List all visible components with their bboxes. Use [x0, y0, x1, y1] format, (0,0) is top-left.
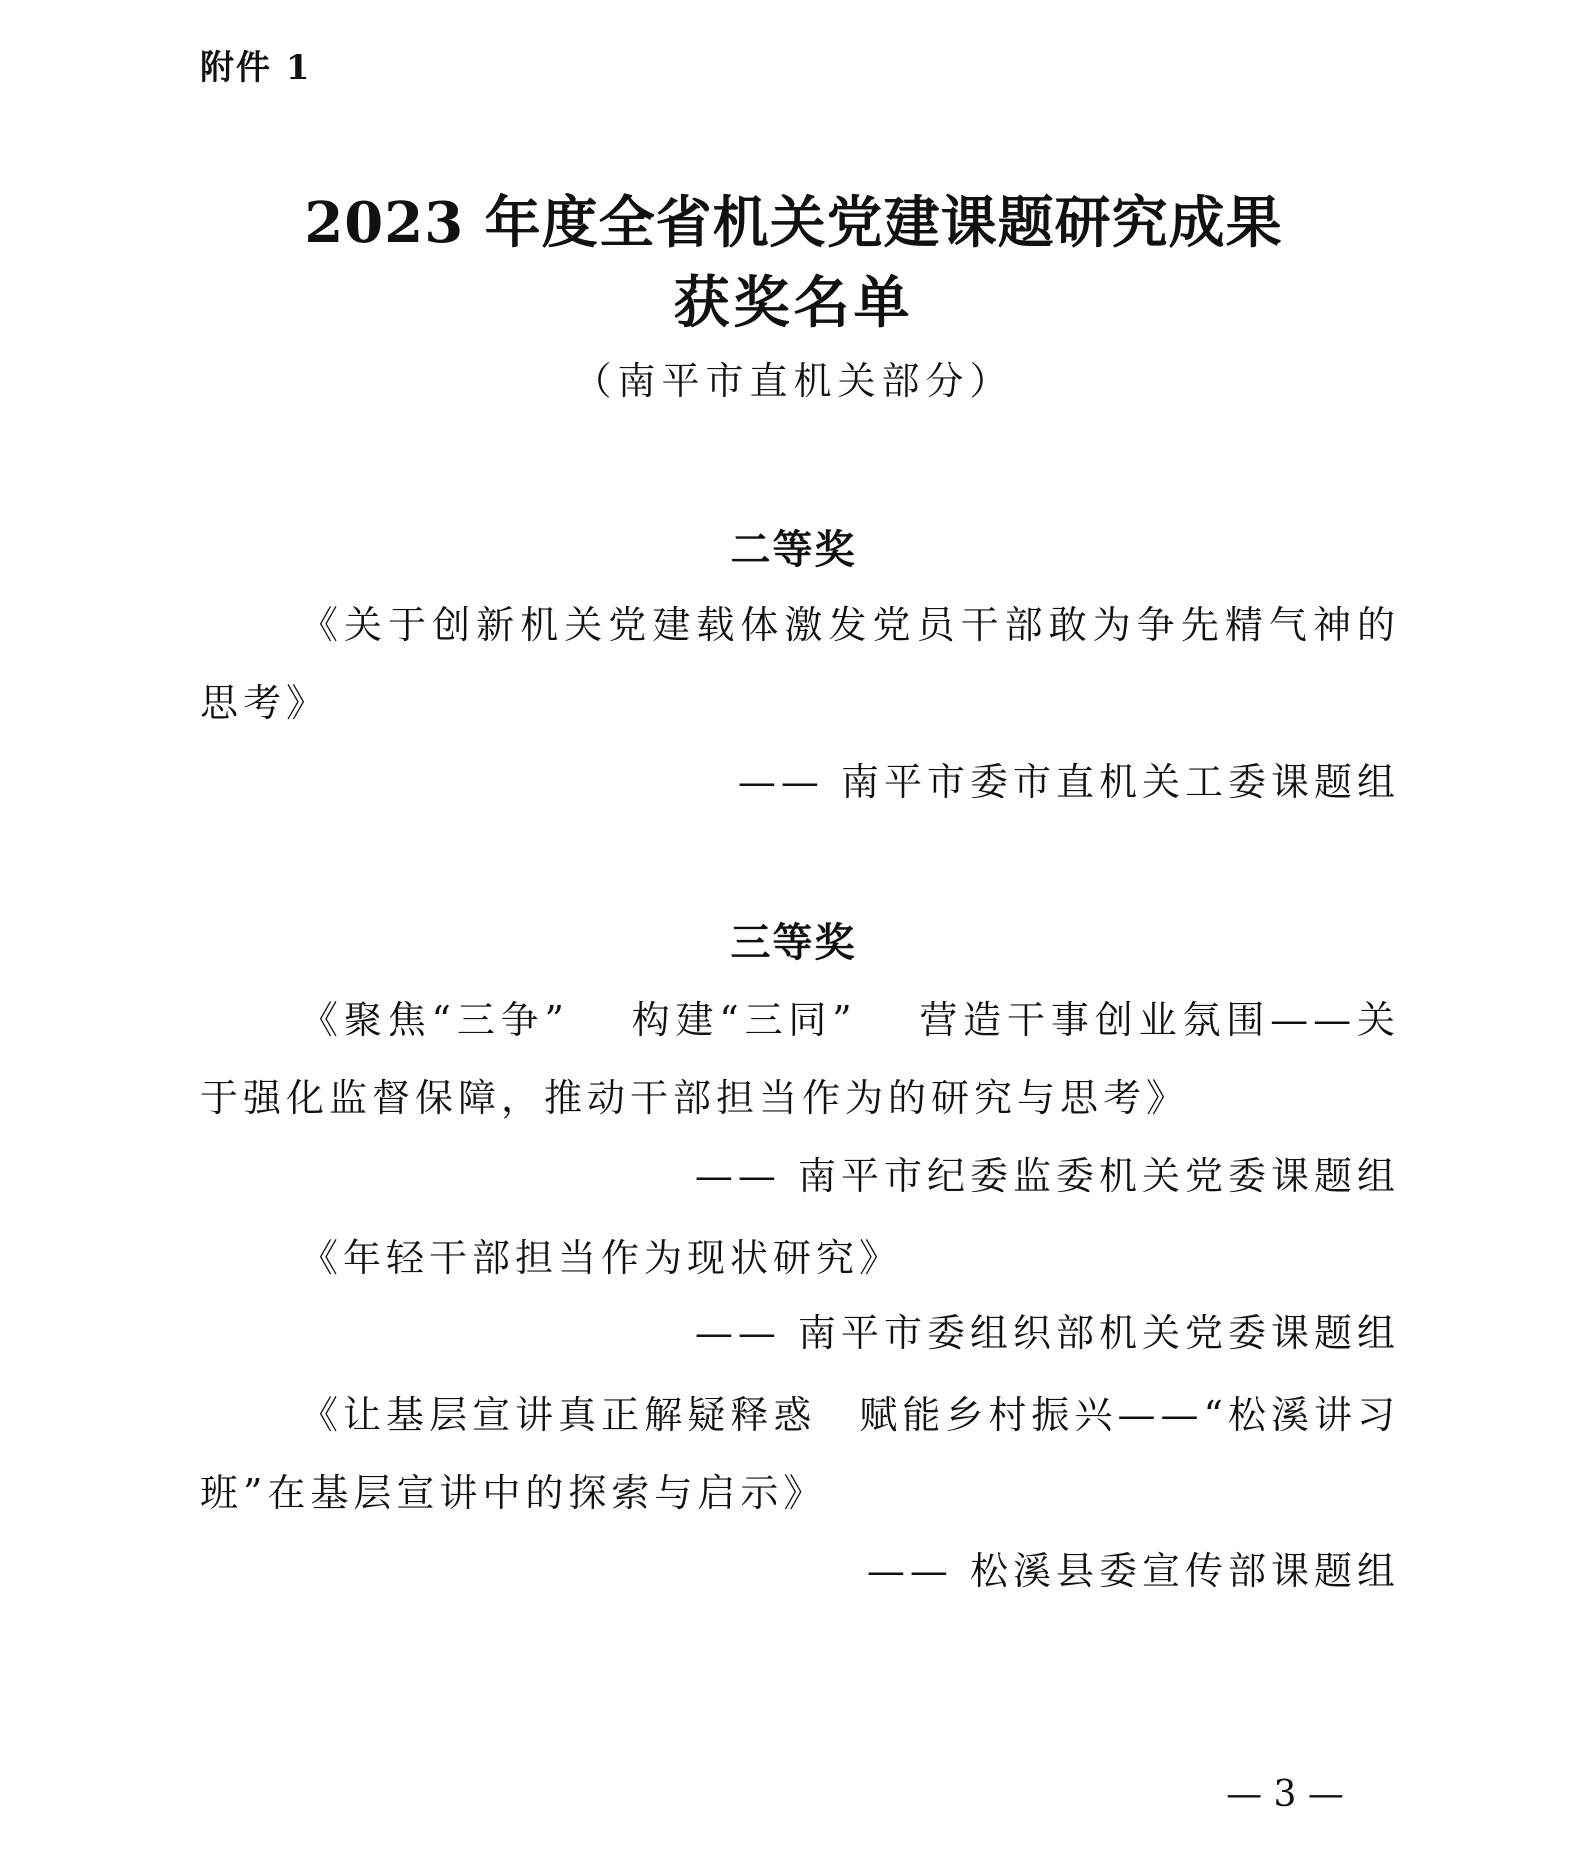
entry-author: —— 松溪县委宣传部课题组 [866, 1549, 1400, 1593]
attachment-label: 附件 1 [200, 48, 312, 88]
page-number: — 3 — [1226, 1774, 1344, 1815]
entry-author: —— 南平市纪委监委机关党委课题组 [694, 1154, 1400, 1198]
entry-title: 《让基层宣讲真正解疑释惑 赋能乡村振兴——“松溪讲习班”在基层宣讲中的探索与启示》 [200, 1393, 1400, 1515]
document-title-line-1: 2023 年度全省机关党建课题研究成果 [304, 190, 1283, 256]
entry-author: —— 南平市委市直机关工委课题组 [737, 760, 1400, 804]
entry-author: —— 南平市委组织部机关党委课题组 [694, 1311, 1400, 1355]
document-title-line-2: 获奖名单 [673, 270, 914, 336]
document-subtitle: （南平市直机关部分） [573, 359, 1014, 403]
entry-title: 《年轻干部担当作为现状研究》 [300, 1236, 903, 1280]
award-heading-third-prize: 三等奖 [730, 919, 857, 966]
entry-title: 《关于创新机关党建载体激发党员干部敢为争先精气神的思考》 [200, 603, 1400, 725]
award-heading-second-prize: 二等奖 [730, 526, 857, 573]
entry-title: 《聚焦“三争” 构建“三同” 营造干事创业氛围——关于强化监督保障，推动干部担当作为的研究与思考》 [200, 998, 1400, 1120]
